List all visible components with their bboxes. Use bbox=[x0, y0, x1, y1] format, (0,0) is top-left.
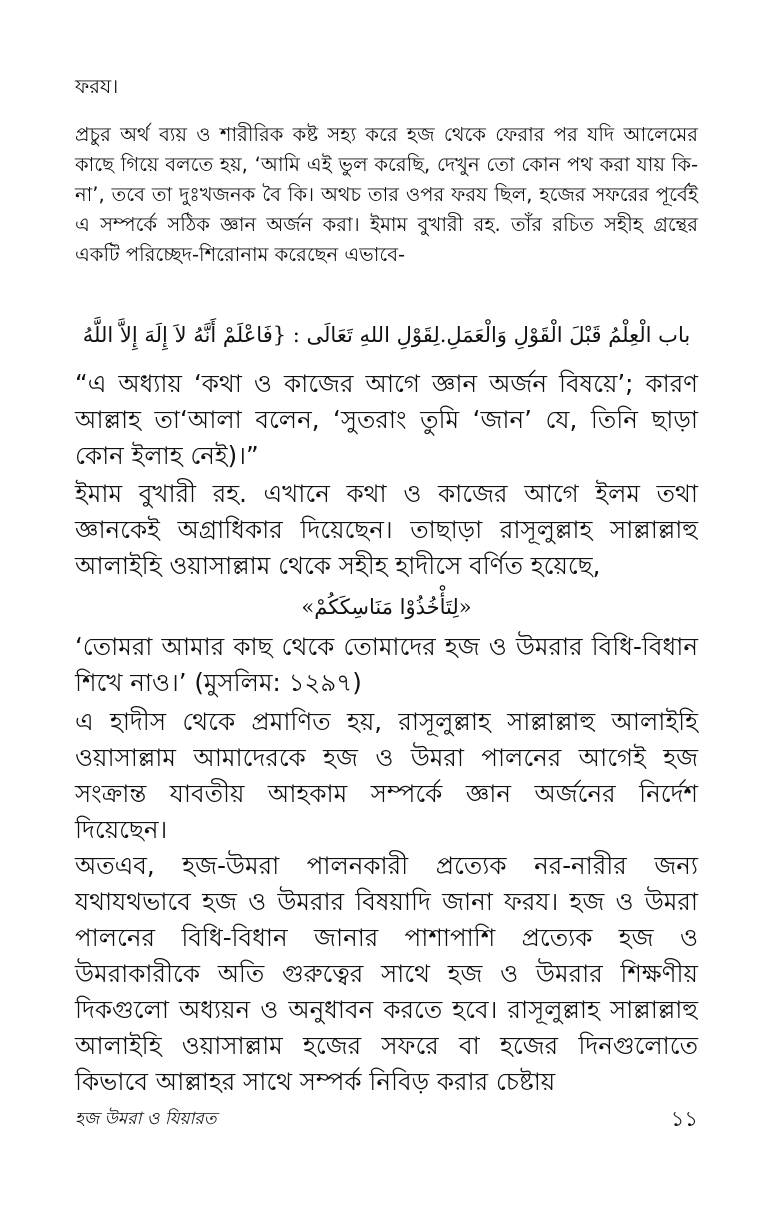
arabic-quote-bukhari: باب الْعِلْمُ قَبْلَ الْقَوْلِ وَالْعَمَلِ.لِقَوْلِ اللهِ تَعَالَى : {فَاعْلَمْ أَنَّهُ لاَ إِلَهَ إِلاَّ اللَّهُ bbox=[82, 323, 691, 347]
paragraph-2: ইমাম বুখারী রহ. এখানে কথা ও কাজের আগে ইলম তথা জ্ঞানকেই অগ্রাধিকার দিয়েছেন। তাছাড়া রাসূলুল্লাহ সাল্লাল্লাহু আলাইহি ওয়াসাল্লাম থেকে সহীহ হাদীসে বর্ণিত হয়েছে, bbox=[75, 479, 698, 580]
page-number: ১১ bbox=[670, 1107, 698, 1131]
paragraph-4: অতএব, হজ-উমরা পালনকারী প্রত্যেক নর-নারীর জন্য যথাযথভাবে হজ ও উমরার বিষয়াদি জানা ফরয। হজ ও উমরা পালনের বিধি-বিধান জানার পাশাপাশি প্রত্যেক হজ ও উমরাকারীকে অতি গুরুত্বের সাথে হজ ও উমরার শিক্ষণীয় দিকগুলো অধ্যয়ন ও অনুধাবন করতে হবে। রাসূলুল্লাহ সাল্লাল্লাহু আলাইহি ওয়াসাল্লাম হজের সফরে বা হজের দিনগুলোতে কিভাবে আল্লাহর সাথে সম্পর্ক নিবিড় করার চেষ্টায় bbox=[75, 851, 698, 1096]
paragraph-hadith-translation: ‘তোমরা আমার কাছ থেকে তোমাদের হজ ও উমরার বিধি-বিধান শিখে নাও।’ (মুসলিম: ১২৯৭) bbox=[75, 632, 698, 697]
paragraph-3: এ হাদীস থেকে প্রমাণিত হয়, রাসূলুল্লাহ সাল্লাল্লাহু আলাইহি ওয়াসাল্লাম আমাদেরকে হজ ও উমরা পালনের আগেই হজ সংক্রান্ত যাবতীয় আহকাম সম্পর্কে জ্ঞান অর্জনের নির্দেশ দিয়েছেন। bbox=[75, 707, 698, 844]
paragraph-1: প্রচুর অর্থ ব্যয় ও শারীরিক কষ্ট সহ্য করে হজ থেকে ফেরার পর যদি আলেমের কাছে গিয়ে বলতে হয়, ‘আমি এই ভুল করেছি, দেখুন তো কোন পথ করা যায় কি-না’, তবে তা দুঃখজনক বৈ কি। অথচ তার ওপর ফরয ছিল, হজের সফরের পূর্বেই এ সম্পর্কে সঠিক জ্ঞান অর্জন করা। ইমাম বুখারী রহ. তাঁর রচিত সহীহ গ্রন্থের একটি পরিচ্ছেদ-শিরোনাম করেছেন এভাবে- bbox=[75, 123, 698, 266]
arabic-hadith: «لِتَأْخُذُوْا مَنَاسِكَكُمْ» bbox=[301, 595, 472, 619]
running-footer-title: হজ উমরা ও যিয়ারত bbox=[75, 1109, 217, 1129]
paragraph-translation: “এ অধ্যায় ‘কথা ও কাজের আগে জ্ঞান অর্জন বিষয়ে’; কারণ আল্লাহ তা‘আলা বলেন, ‘সুতরাং তুমি ‘জান’ যে, তিনি ছাড়া কোন ইলাহ নেই)।” bbox=[75, 369, 698, 470]
paragraph-continuation: ফরয। bbox=[75, 75, 119, 98]
